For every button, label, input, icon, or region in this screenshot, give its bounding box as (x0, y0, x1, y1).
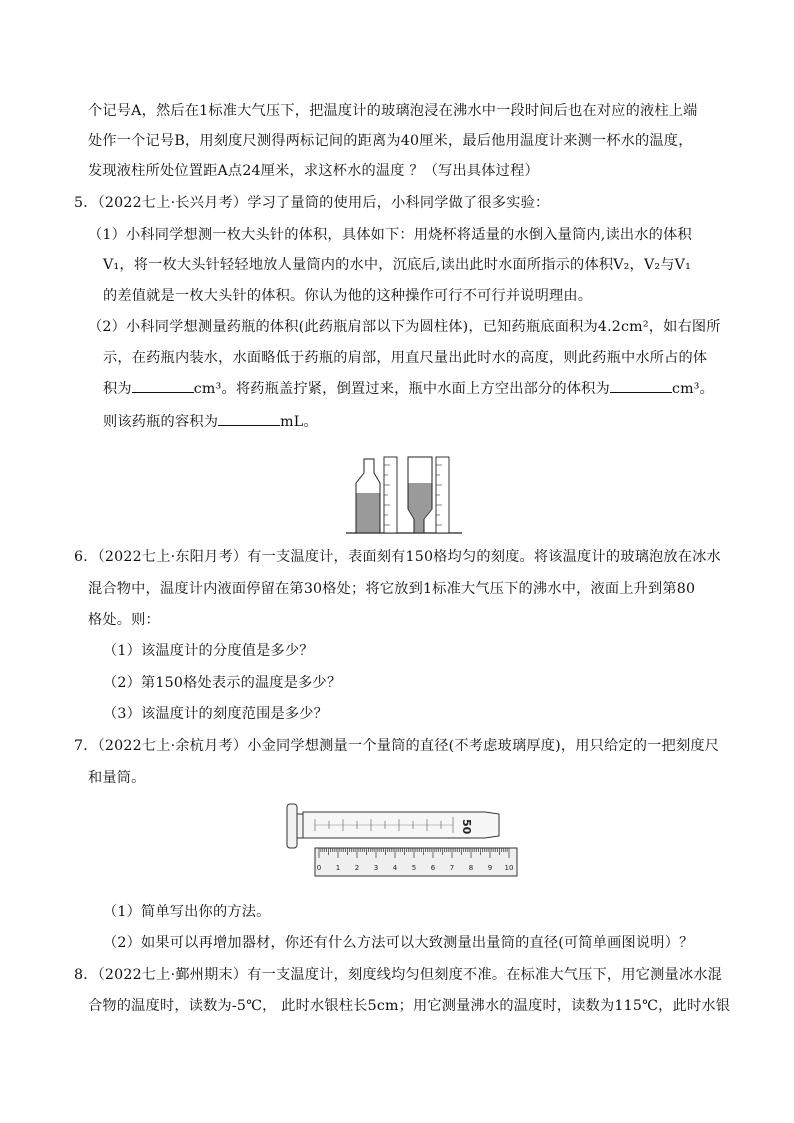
q6-line-3: 格处。则： (88, 612, 160, 628)
q7-sub-2: （2）如果可以再增加器材，你还有什么方法可以大致测量出量筒的直径(可简单画图说明）？ (103, 935, 694, 951)
q5-part2-line-3 (103, 378, 714, 400)
q4-line-1: 个记号A，然后在1标准大气压下，把温度计的玻璃泡浸在沸水中一段时间后也在对应的液柱上端 (88, 103, 698, 119)
q5-stem: 5．（2022七上·长兴月考）学习了量筒的使用后，小科同学做了很多实验： (74, 195, 550, 211)
q5-part1-line-2: V₁，将一枚大头针轻轻地放人量筒内的水中，沉底后,读出此时水面所指示的体积V₂，V₂与V₁ (103, 257, 691, 273)
q4-line-2: 处作一个记号B，用刻度尺测得两标记间的距离为40厘米，最后他用温度计来测一杯水的温度， (88, 133, 693, 149)
ruler-tick-label: 8 (468, 864, 474, 872)
q6-line-1: 6．（2022七上·东阳月考）有一支温度计，表面刻有150格均匀的刻度。将该温度计的玻璃泡放在冰水 (74, 549, 721, 565)
q4-line-3: 发现液柱所处位置距A点24厘米，求这杯水的温度 ？（写出具体过程） (88, 163, 539, 179)
text: cm³。 (671, 381, 715, 397)
cylinder-capacity-label: 50 (460, 819, 473, 835)
q6-sub-2: （2）第150格处表示的温度是多少？ (103, 675, 342, 691)
text: 则该药瓶的容积为 (103, 414, 219, 430)
medicine-bottle-figure (346, 455, 462, 537)
q5-part2-line-2: 示，在药瓶内装水，水面略低于药瓶的肩部，用直尺量出此时水的高度，则此药瓶中水所占的体 (103, 350, 708, 366)
ruler-tick-label: 4 (392, 864, 398, 872)
q7-line-2: 和量筒。 (88, 770, 146, 786)
ruler-tick-label: 2 (354, 864, 360, 872)
q5-part2-line-4 (103, 411, 318, 433)
answer-blank-3[interactable] (218, 411, 280, 426)
text: 积为 (103, 381, 132, 397)
q8-line-1: 8．（2022七上·鄞州期末）有一支温度计，刻度线均匀但刻度不准。在标准大气压下，用它测量冰水混 (74, 967, 723, 983)
q5-part1-line-1: （1）小科同学想测一枚大头针的体积，具体如下：用烧杯将适量的水倒入量筒内,读出水的体积 (88, 227, 692, 243)
cylinder-ruler-figure (285, 800, 521, 880)
ruler-tick-label: 7 (449, 864, 455, 872)
q8-line-2: 合物的温度时，读数为-5℃， 此时水银柱长5cm；用它测量沸水的温度时，读数为115℃，此时水银 (88, 998, 731, 1014)
ruler-tick-label: 1 (335, 864, 341, 872)
ruler-tick-label: 5 (411, 864, 417, 872)
text: mL。 (280, 414, 318, 430)
q5-part1-line-3: 的差值就是一枚大头针的体积。你认为他的这种操作可行不可行并说明理由。 (103, 288, 593, 304)
ruler-tick-label: 10 (504, 864, 514, 872)
ruler-tick-label: 3 (373, 864, 379, 872)
q5-part2-line-1: （2）小科同学想测量药瓶的体积(此药瓶肩部以下为圆柱体)，已知药瓶底面积为4.2cm²，如右图所 (88, 319, 721, 335)
q6-line-2: 混合物中，温度计内液面停留在第30格处；将它放到1标准大气压下的沸水中，液面上升到第80 (88, 581, 696, 597)
ruler-tick-label: 6 (430, 864, 436, 872)
ruler-tick-label: 0 (316, 864, 322, 872)
ruler-tick-label: 9 (487, 864, 493, 872)
q6-sub-1: （1）该温度计的分度值是多少？ (103, 643, 314, 659)
q7-sub-1: （1）简单写出你的方法。 (103, 904, 271, 920)
text: cm³。将药瓶盖拧紧，倒置过来，瓶中水面上方空出部分的体积为 (193, 381, 610, 397)
q7-line-1: 7．（2022七上·余杭月考）小金同学想测量一个量筒的直径(不考虑玻璃厚度)，用只给定的一把刻度尺 (74, 738, 720, 754)
answer-blank-2[interactable] (610, 378, 672, 393)
q6-sub-3: （3）该温度计的刻度范围是多少？ (103, 706, 329, 722)
answer-blank-1[interactable] (132, 378, 194, 393)
